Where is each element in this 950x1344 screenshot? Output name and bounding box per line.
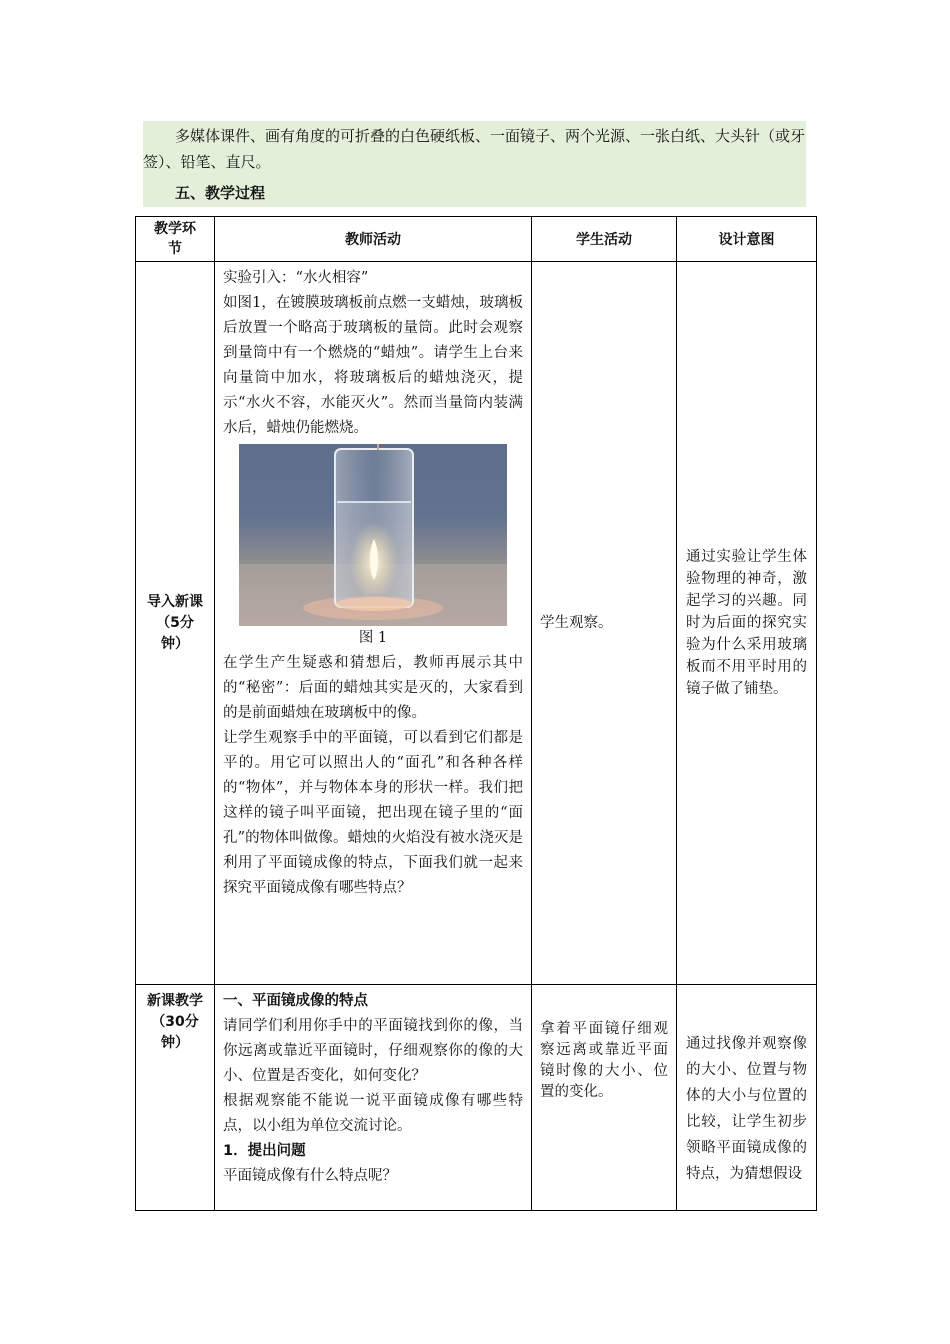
table-row bbox=[136, 262, 817, 985]
table-row bbox=[136, 985, 817, 1211]
header-stage: 教学环节 bbox=[136, 217, 215, 262]
teacher-text: 请同学们利用你手中的平面镜找到你的像，当你远离或靠近平面镜时，仔细观察你的像的大小、位置是否变化，如何变化？ bbox=[223, 1018, 523, 1084]
materials-text: 多媒体课件、画有角度的可折叠的白色硬纸板、一面镜子、两个光源、一张白纸、大头针（或牙签）、铅笔、直尺。 bbox=[143, 127, 806, 171]
teacher-text: 如图1，在镀膜玻璃板前点燃一支蜡烛，玻璃板后放置一个略高于玻璃板的量筒。此时会观察到量筒中有一个燃烧的“蜡烛”。请学生上台来向量筒中加水，将玻璃板后的蜡烛浇灭，提示“水火不容，水能灭火”。然而当量筒内装满水后，蜡烛仍能燃烧。 bbox=[223, 295, 523, 436]
section-heading: 五、教学过程 bbox=[175, 184, 266, 202]
stage-new-lesson: 新课教学（30分钟） bbox=[136, 985, 215, 1211]
design-intent-new-lesson: 通过找像并观察像的大小、位置与物体的大小与位置的比较，让学生初步领略平面镜成像的特点，为猜想假设 bbox=[677, 985, 817, 1211]
stage-intro: 导入新课（5分钟） bbox=[136, 262, 215, 985]
student-activity-intro: 学生观察。 bbox=[532, 262, 677, 985]
teacher-text: 实验引入：“水火相容” bbox=[223, 270, 369, 286]
teacher-activity-intro bbox=[215, 262, 532, 985]
teacher-activity-new-lesson bbox=[215, 985, 532, 1211]
table-header-row bbox=[136, 217, 817, 262]
design-intent-intro: 通过实验让学生体验物理的神奇，激起学习的兴趣。同时为后面的探究实验为什么采用玻璃板而不用平时用的镜子做了铺垫。 bbox=[677, 262, 817, 985]
teacher-text: 根据观察能不能说一说平面镜成像有哪些特点，以小组为单位交流讨论。 bbox=[223, 1093, 523, 1134]
teacher-subheading: 1．提出问题 bbox=[223, 1143, 306, 1159]
materials-section bbox=[143, 121, 806, 207]
teacher-text: 让学生观察手中的平面镜，可以看到它们都是平的。用它可以照出人的“面孔”和各种各样的“物体”，并与物体本身的形状一样。我们把这样的镜子叫平面镜，把出现在镜子里的“面孔”的物体叫做像。蜡烛的火焰没有被水浇灭是利用了平面镜成像的特点，下面我们就一起来探究平面镜成像有哪些特点？ bbox=[223, 730, 523, 896]
teacher-text: 在学生产生疑惑和猜想后，教师再展示其中的“秘密”：后面的蜡烛其实是灭的，大家看到的是前面蜡烛在玻璃板中的像。 bbox=[223, 655, 523, 721]
teacher-text: 平面镜成像有什么特点呢？ bbox=[223, 1168, 397, 1184]
header-teacher: 教师活动 bbox=[215, 217, 532, 262]
teacher-heading: 一、平面镜成像的特点 bbox=[223, 993, 368, 1009]
student-activity-new-lesson: 拿着平面镜仔细观察远离或靠近平面镜时像的大小、位置的变化。 bbox=[532, 985, 677, 1211]
header-student: 学生活动 bbox=[532, 217, 677, 262]
teaching-process-table bbox=[135, 216, 817, 1211]
candle-in-glass-photo bbox=[239, 444, 507, 626]
figure-caption: 图 1 bbox=[358, 630, 388, 646]
header-design: 设计意图 bbox=[677, 217, 817, 262]
